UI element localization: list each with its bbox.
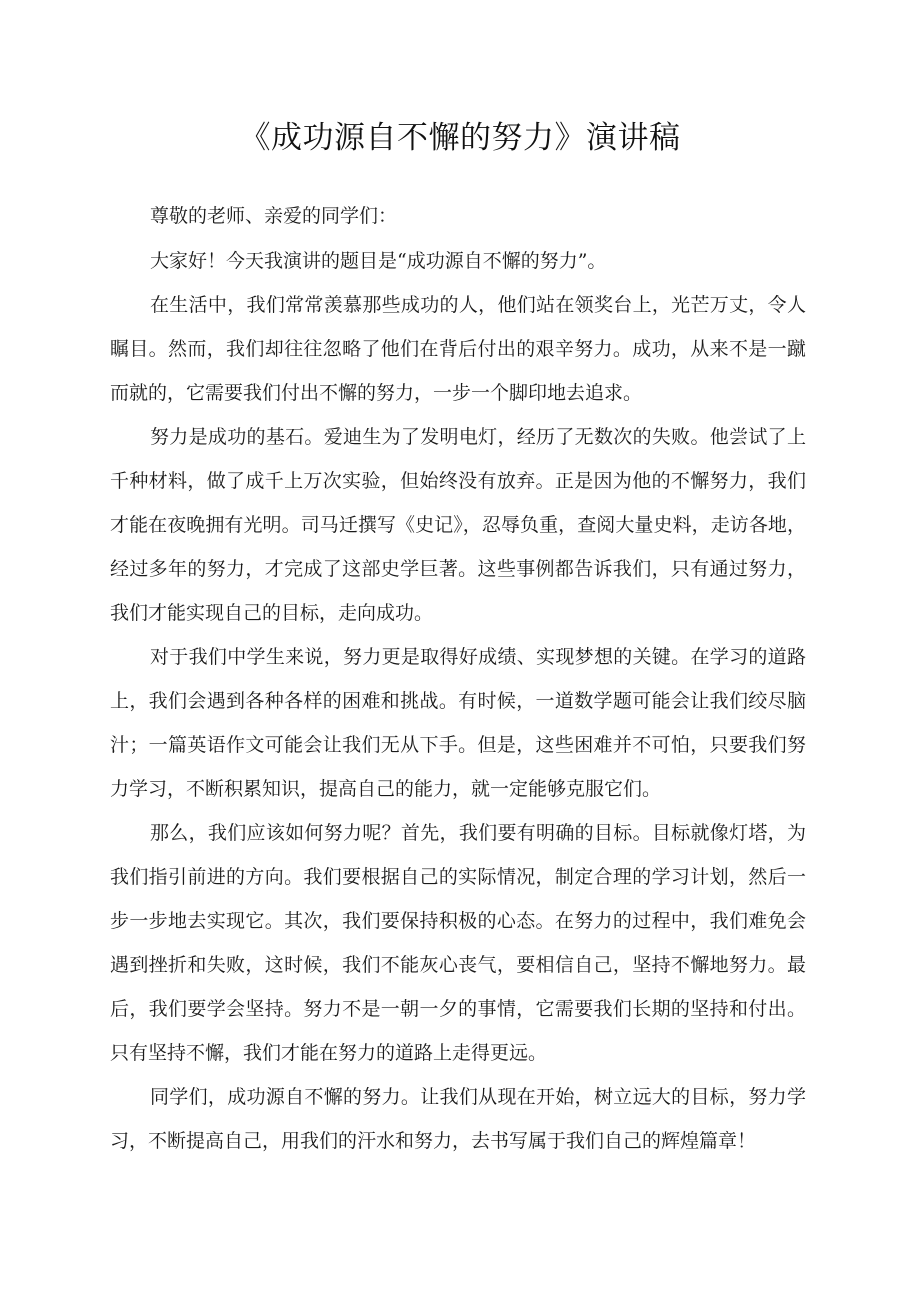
document-body [110,194,806,1163]
document-title: 《成功源自不懈的努力》演讲稿 [239,120,681,156]
paragraph-students: 对于我们中学生来说，努力更是取得好成绩、实现梦想的关键。在学习的道路上，我们会遇到各种各样的困难和挑战。有时候，一道数学题可能会让我们绞尽脑汁；一篇英语作文可能会让我们无从下手。但是，这些困难并不可怕，只要我们努力学习，不断积累知识，提高自己的能力，就一定能够克服它们。 [110,646,806,800]
paragraph-how-to: 那么，我们应该如何努力呢？首先，我们要有明确的目标。目标就像灯塔，为我们指引前进的方向。我们要根据自己的实际情况，制定合理的学习计划，然后一步一步地去实现它。其次，我们要保持积极的心态。在努力的过程中，我们难免会遇到挫折和失败，这时候，我们不能灰心丧气，要相信自己，坚持不懈地努力。最后，我们要学会坚持。努力不是一朝一夕的事情，它需要我们长期的坚持和付出。只有坚持不懈，我们才能在努力的道路上走得更远。 [110,822,806,1064]
salutation: 尊敬的老师、亲爱的同学们： [150,205,398,227]
paragraph-foundation: 努力是成功的基石。爱迪生为了发明电灯，经历了无数次的失败。他尝试了上千种材料，做了成千上万次实验，但始终没有放弃。正是因为他的不懈努力，我们才能在夜晚拥有光明。司马迁撰写《史记》，忍辱负重，查阅大量史料，走访各地，经过多年的努力，才完成了这部史学巨著。这些事例都告诉我们，只有通过努力，我们才能实现自己的目标，走向成功。 [110,426,806,624]
paragraph-greeting: 大家好！今天我演讲的题目是“成功源自不懈的努力”。 [150,250,607,272]
paragraph-conclusion: 同学们，成功源自不懈的努力。让我们从现在开始，树立远大的目标，努力学习，不断提高自己，用我们的汗水和努力，去书写属于我们自己的辉煌篇章！ [110,1086,806,1152]
paragraph-intro: 在生活中，我们常常羡慕那些成功的人，他们站在领奖台上，光芒万丈，令人瞩目。然而，我们却往往忽略了他们在背后付出的艰辛努力。成功，从来不是一蹴而就的，它需要我们付出不懈的努力，一步一个脚印地去追求。 [110,294,806,404]
